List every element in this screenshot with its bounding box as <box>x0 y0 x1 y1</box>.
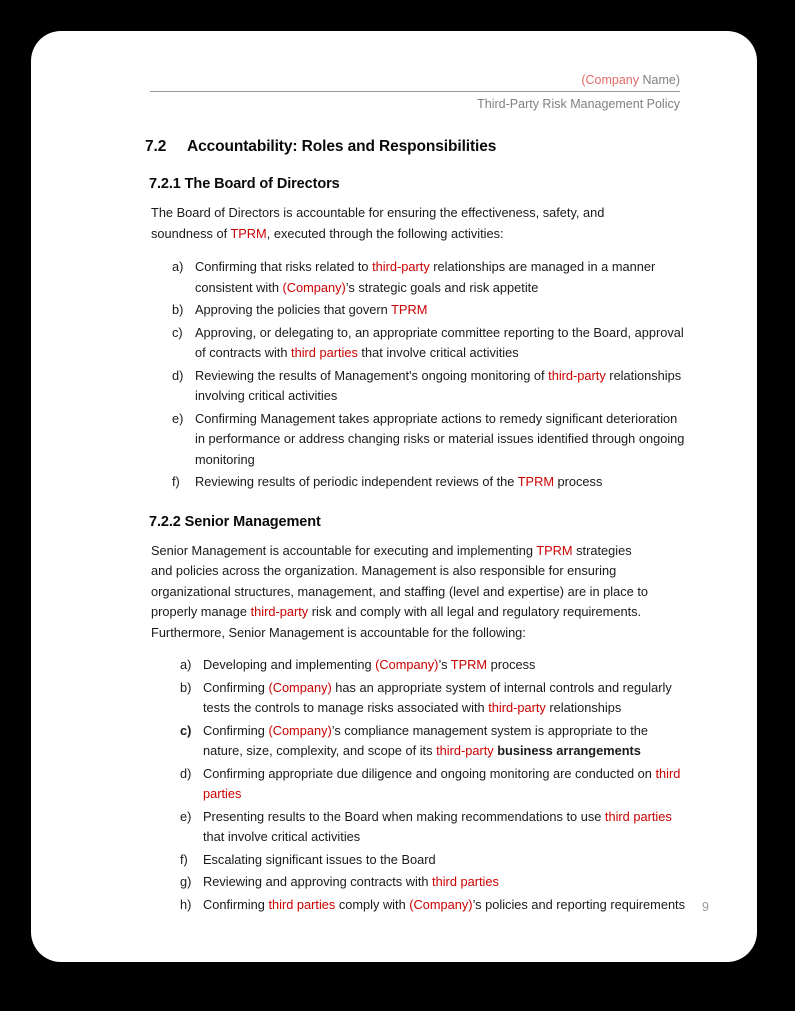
text-run: The Board of Directors is accountable for ensuring the effectiveness, safety, and soundness of <box>151 205 605 241</box>
highlighted-term: TPRM <box>391 302 428 317</box>
subsection-heading-7-2-2: 7.2.2 Senior Management <box>149 513 321 530</box>
highlighted-term: third parties <box>604 808 672 824</box>
list-item-marker: e) <box>180 808 192 824</box>
text-run: Confirming Management takes appropriate actions to remedy significant deterioration in performance or address changing risks or material issues identified through ongoing monitoring <box>195 410 685 467</box>
list-item <box>172 366 686 407</box>
list-item-text <box>203 852 436 867</box>
text-run: Confirming <box>203 896 269 912</box>
highlighted-term: (Company) <box>375 657 439 672</box>
list-item-marker: c) <box>172 324 183 340</box>
list-item-text <box>195 368 681 404</box>
subsection-paragraph-7-2-2 <box>151 541 651 644</box>
list-item-marker: e) <box>172 410 184 426</box>
text-run: ’s <box>438 657 451 672</box>
list-item-marker: b) <box>172 302 184 317</box>
header-company-suffix: Name) <box>639 73 680 87</box>
list-item <box>172 472 686 493</box>
highlighted-term: (Company) <box>268 722 332 738</box>
page-content-area <box>31 31 757 962</box>
text-run: Escalating significant issues to the Board <box>203 851 436 867</box>
highlighted-term: third-party <box>436 743 494 758</box>
text-run: strategies and policies across the organization. Management is also responsible for ensuring organizational structures, management, and staffing (level and expertise) are in place to properly manage <box>151 542 648 619</box>
text-run: that involve critical activities <box>357 345 519 360</box>
list-item-marker: c) <box>180 722 192 738</box>
highlighted-term: TPRM <box>450 657 488 672</box>
text-run: that involve critical activities <box>203 829 361 844</box>
list-item-marker: f) <box>172 474 180 489</box>
list-item <box>180 872 688 893</box>
highlighted-term: TPRM <box>230 225 267 241</box>
highlighted-term: (Company) <box>282 279 346 295</box>
highlighted-term: third parties <box>203 765 681 801</box>
list-item-text <box>203 680 672 716</box>
list-item-text <box>195 474 602 489</box>
text-run: has an appropriate system of internal controls and regularly tests the controls to manage risks associated with <box>203 679 672 715</box>
text-run: Confirming <box>203 679 269 695</box>
list-item <box>180 655 688 676</box>
text-run: relationships <box>545 700 622 715</box>
list-item <box>180 807 688 848</box>
list-item-text <box>195 259 655 295</box>
highlighted-term: third parties <box>268 896 336 912</box>
highlighted-term: (Company) <box>409 896 473 912</box>
header-company-token: (Company <box>581 73 640 87</box>
highlighted-term: third-party <box>372 259 430 274</box>
text-run: process <box>553 474 603 489</box>
highlighted-term: third-party <box>548 367 606 383</box>
list-item-text <box>195 325 684 361</box>
text-run: process <box>487 657 536 672</box>
list-item <box>172 300 686 321</box>
list-item <box>172 257 686 298</box>
page-number: 9 <box>702 900 709 914</box>
list-item <box>172 323 686 364</box>
list-item <box>180 850 688 871</box>
text-run: Senior Management is accountable for executing and implementing <box>151 542 537 558</box>
list-item-marker: b) <box>180 679 192 695</box>
bold-term: business arrangements <box>493 743 641 758</box>
header-policy-title: Third-Party Risk Management Policy <box>477 97 680 111</box>
highlighted-term: third parties <box>291 345 358 360</box>
list-item-marker: d) <box>180 765 192 781</box>
text-run: Approving the policies that govern <box>195 302 392 317</box>
text-run: Confirming appropriate due diligence and ongoing monitoring are conducted on <box>203 765 656 781</box>
list-item-text <box>203 657 535 672</box>
list-7-2-1 <box>145 257 709 493</box>
text-run: Confirming that risks related to <box>195 259 373 274</box>
list-item-marker: f) <box>180 851 188 867</box>
highlighted-term: (Company) <box>268 679 332 695</box>
text-run: relationships involving critical activities <box>195 367 682 403</box>
highlighted-term: third-party <box>488 700 546 715</box>
subsection-heading-7-2-1: 7.2.1 The Board of Directors <box>149 176 340 192</box>
section-heading-7-2 <box>145 136 709 158</box>
text-run: Approving, or delegating to, an appropriate committee reporting to the Board, approval of contracts with <box>195 324 684 360</box>
list-item <box>172 409 686 471</box>
text-run: Presenting results to the Board when making recommendations to use <box>203 808 605 824</box>
highlighted-term: third parties <box>432 874 499 889</box>
list-item <box>180 721 688 762</box>
document-page <box>31 31 757 962</box>
list-item-text <box>203 723 648 759</box>
list-item-marker: a) <box>172 259 184 274</box>
text-run: relationships are managed in a manner consistent with <box>195 259 656 295</box>
text-run: Reviewing results of periodic independent reviews of the <box>195 474 518 489</box>
text-run: ’s strategic goals and risk appetite <box>345 279 539 295</box>
list-item-marker: g) <box>180 874 192 889</box>
list-item-text <box>203 766 680 802</box>
document-header <box>150 72 680 114</box>
document-body <box>31 136 757 917</box>
section-title: Accountability: Roles and Responsibilities <box>187 138 497 155</box>
highlighted-term: TPRM <box>517 474 554 489</box>
list-item <box>180 764 688 805</box>
text-run: ’s compliance management system is appropriate to the nature, size, complexity, and scope of its <box>203 722 649 758</box>
text-run: Reviewing and approving contracts with <box>203 874 433 889</box>
text-run: Confirming <box>203 722 269 738</box>
list-item-text <box>203 874 499 889</box>
header-company-line <box>150 72 680 92</box>
text-run: risk and comply with all legal and regulatory requirements. Furthermore, Senior Management is accountable for the following: <box>151 604 642 640</box>
text-run: Reviewing the results of Management's ongoing monitoring of <box>195 367 549 383</box>
highlighted-term: TPRM <box>536 542 573 558</box>
text-run: , executed through the following activities: <box>266 225 504 241</box>
text-run: ’s policies and reporting requirements <box>472 896 686 912</box>
list-item-marker: h) <box>180 896 192 912</box>
list-item-text <box>195 411 684 467</box>
list-item-marker: d) <box>172 367 184 383</box>
subsection-paragraph-7-2-1 <box>151 203 663 244</box>
list-item-text <box>195 302 427 317</box>
text-run: Developing and implementing <box>203 657 376 672</box>
list-item-text <box>203 809 672 845</box>
text-run: comply with <box>335 896 410 912</box>
list-item <box>180 678 688 719</box>
section-number: 7.2 <box>145 138 167 155</box>
list-7-2-2 <box>145 655 709 915</box>
highlighted-term: third-party <box>250 604 309 619</box>
list-item-marker: a) <box>180 657 192 672</box>
